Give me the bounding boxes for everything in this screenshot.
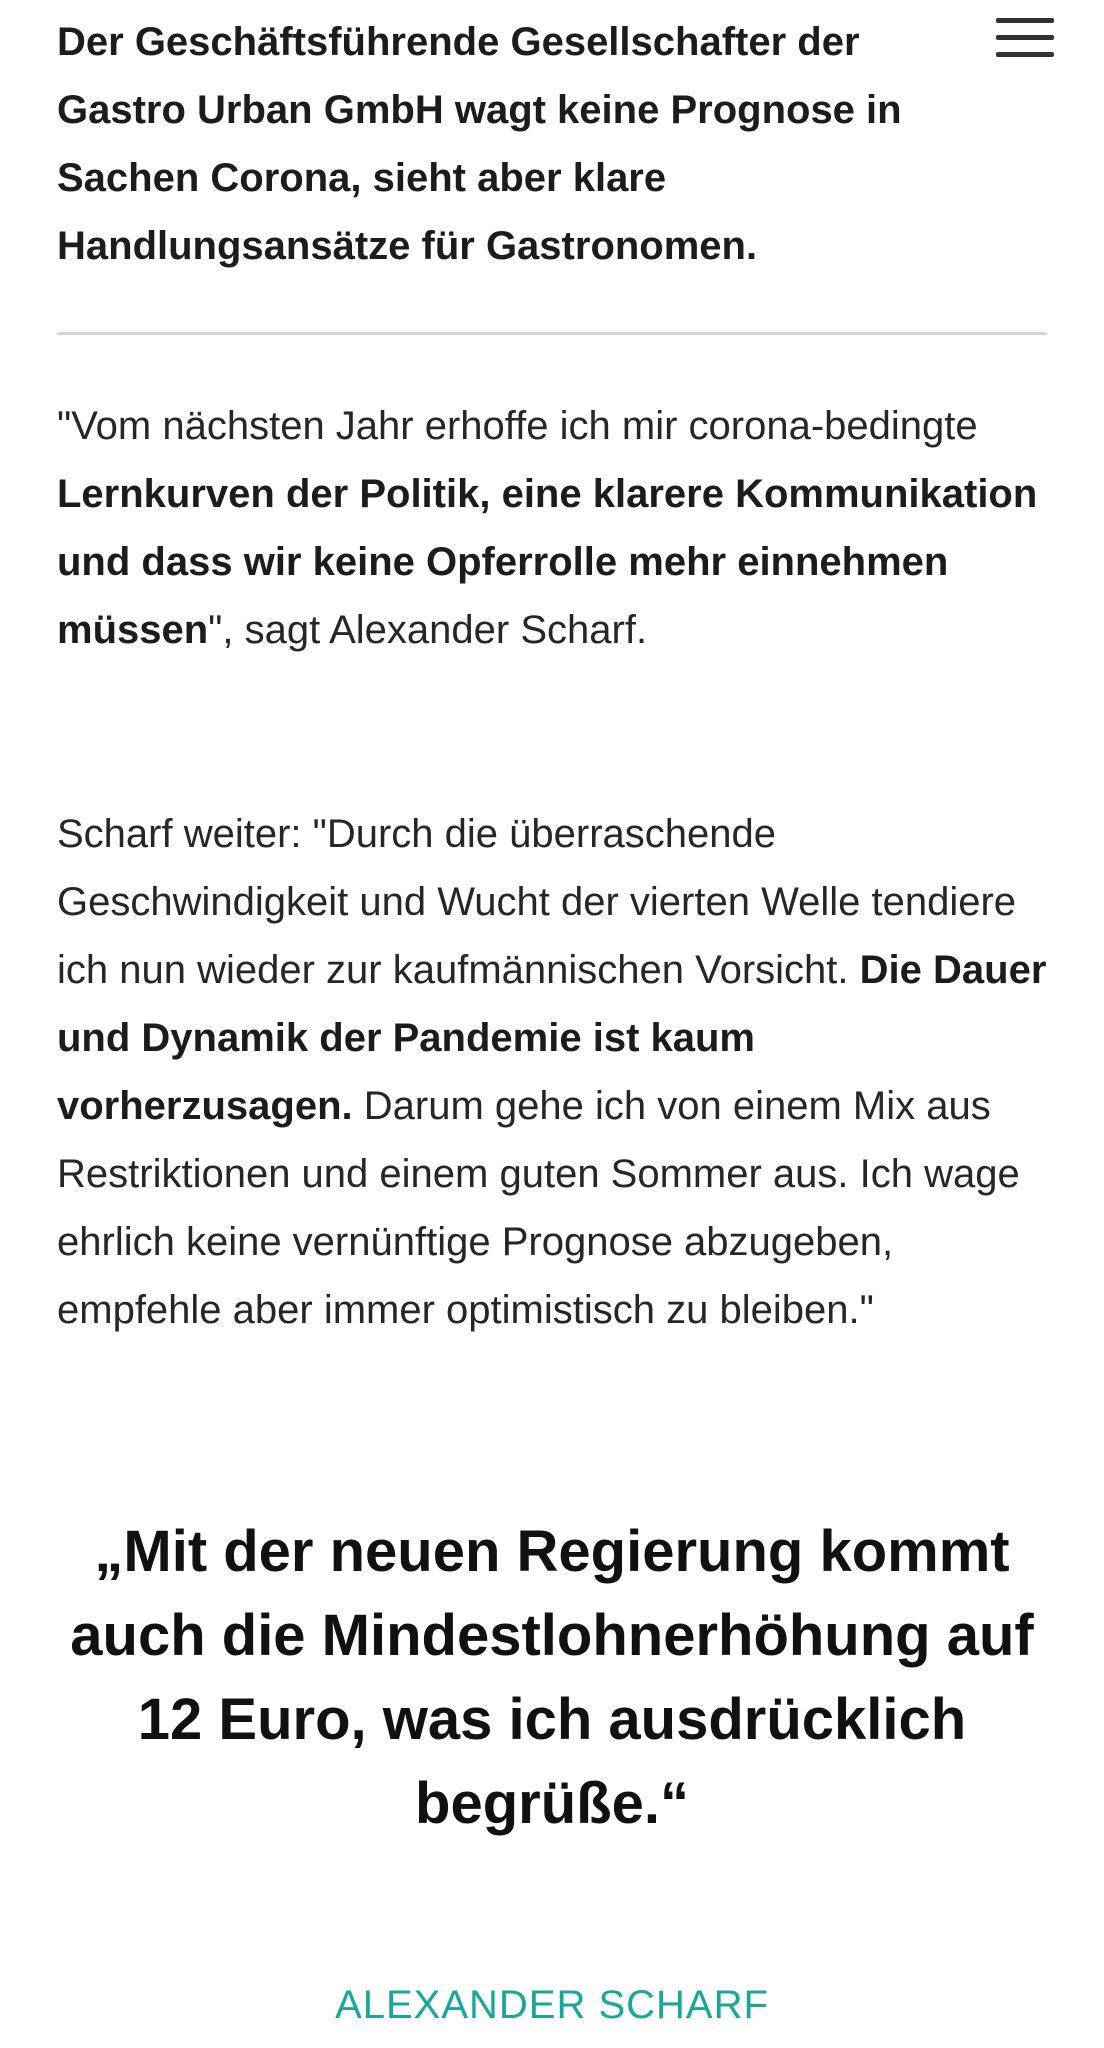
- paragraph-emphasis: Die Dauer und Dynamik der Pandemie ist kaum vorherzusagen.: [57, 948, 1047, 1128]
- paragraph-text: "Vom nächsten Jahr erhoffe ich mir corona-bedingte: [57, 404, 978, 448]
- paragraph-text: Scharf weiter: "Durch die überraschende Geschwindigkeit und Wucht der vierten Welle tendiere ich nun wieder zur kaufmännischen Vorsicht.: [57, 812, 1017, 992]
- paragraph-emphasis: Lernkurven der Politik, eine klarere Kommunikation und dass wir keine Opferrolle mehr einnehmen müssen: [57, 472, 1038, 652]
- paragraph-text: ", sagt Alexander Scharf.: [208, 608, 648, 652]
- article-paragraph-2: [57, 800, 1047, 1344]
- hamburger-menu-icon[interactable]: [996, 16, 1054, 60]
- paragraph-text: Darum gehe ich von einem Mix aus Restriktionen und einem guten Sommer aus. Ich wage ehrlich keine vernünftige Prognose abzugeben, empfehle aber immer optimistisch zu bleiben.": [57, 1084, 1020, 1332]
- pull-quote: „Mit der neuen Regierung kommt auch die Mindestlohnerhöhung auf 12 Euro, was ich ausdrücklich begrüße.“: [70, 1519, 1034, 1836]
- section-divider: [57, 332, 1047, 335]
- article-teaser: Der Geschäftsführende Gesellschafter der Gastro Urban GmbH wagt keine Prognose in Sachen Corona, sieht aber klare Handlungsansätze für Gastronomen.: [57, 20, 902, 268]
- article-paragraph-1: [57, 392, 1047, 664]
- article-content: [57, 0, 1047, 2027]
- pull-quote-author: ALEXANDER SCHARF: [335, 1983, 769, 2027]
